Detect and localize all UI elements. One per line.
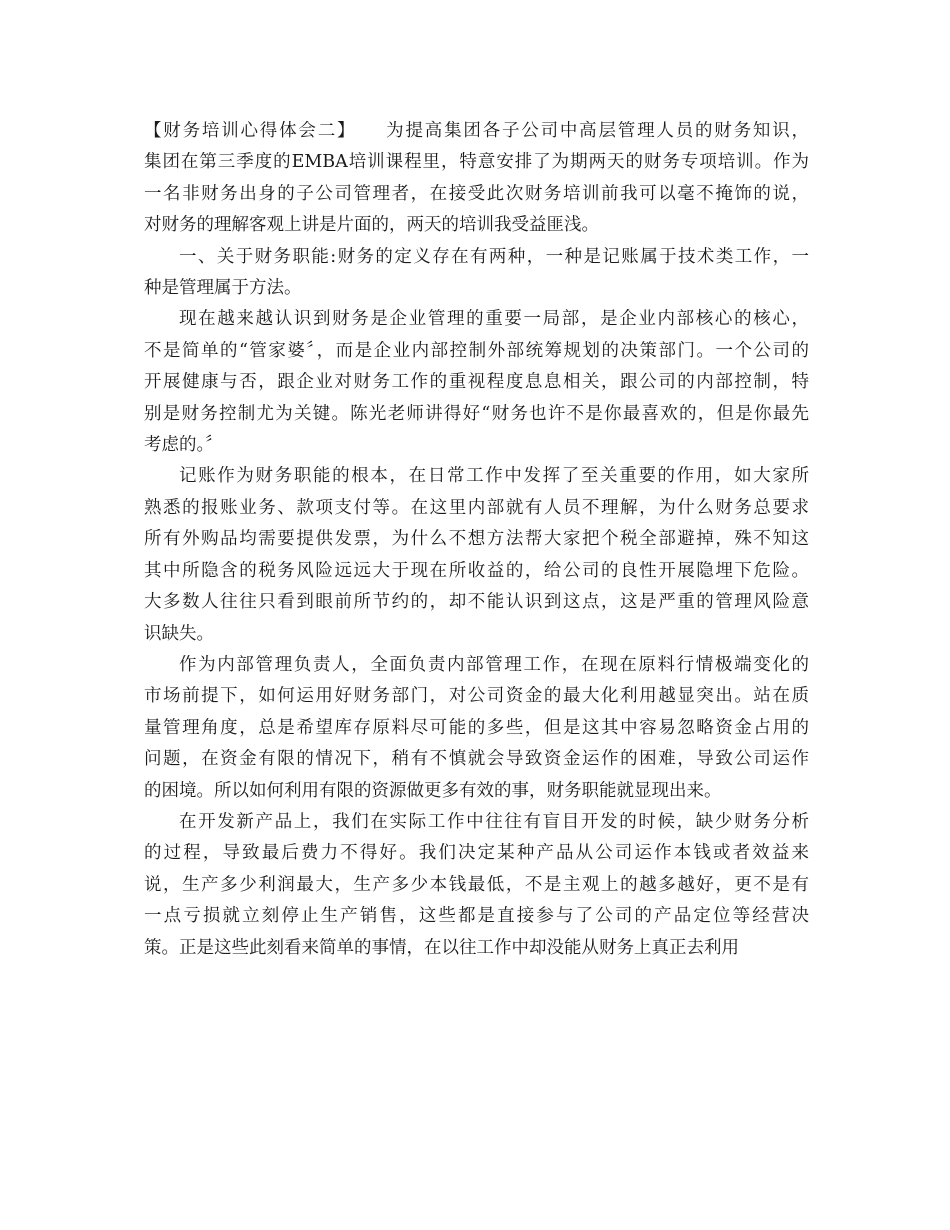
text-line: 集团在第三季度的EMBA培训课程里，特意安排了为期两天的财务专项培训。作为 [144, 152, 809, 173]
paragraph-finance-importance [144, 304, 809, 461]
text-line: 对财务的理解客观上讲是片面的，两天的培训我受益匪浅。 [144, 215, 599, 236]
text-line: 一点亏损就立刻停止生产销售，这些都是直接参与了公司的产品定位等经营决 [144, 906, 809, 927]
text-line: 别是财务控制尤为关键。陈光老师讲得好“财务也许不是你最喜欢的，但是你最先 [144, 403, 809, 424]
text-line: 量管理角度，总是希望库存原料尽可能的多些，但是这其中容易忽略资金占用的 [144, 717, 809, 738]
paragraph-intro [144, 116, 809, 242]
text-line: 说，生产多少利润最大，生产多少本钱最低，不是主观上的越多越好，更不是有 [144, 874, 809, 895]
text-line: 种是管理属于方法。 [144, 278, 302, 299]
text-line: 的过程，导致最后费力不得好。我们决定某种产品从公司运作本钱或者效益来 [144, 843, 809, 864]
text-line: 作为内部管理负责人，全面负责内部管理工作，在现在原料行情极端变化的 [179, 654, 809, 675]
text-line: 在开发新产品上，我们在实际工作中往往有盲目开发的时候，缺少财务分析 [179, 811, 809, 832]
text-line: 问题，在资金有限的情况下，稍有不慎就会导致资金运作的困难，导致公司运作 [144, 749, 809, 770]
text-line: 市场前提下，如何运用好财务部门，对公司资金的最大化利用越显突出。站在质 [144, 686, 809, 707]
text-line: 【财务培训心得体会二】 为提高集团各子公司中高层管理人员的财务知识， [144, 121, 809, 141]
text-line: 考虑的。〞 [144, 435, 223, 456]
document-body [144, 116, 809, 964]
text-line: 大多数人往往只看到眼前所节约的，却不能认识到这点，这是严重的管理风险意 [144, 592, 809, 613]
text-line: 一名非财务出身的子公司管理者，在接受此次财务培训前我可以毫不掩饰的说， [144, 183, 809, 204]
text-line: 一、关于财务职能:财务的定义存在有两种，一种是记账属于技术类工作，一 [179, 246, 809, 267]
paragraph-bookkeeping [144, 461, 809, 649]
text-line: 熟悉的报账业务、款项支付等。在这里内部就有人员不理解，为什么财务总要求 [144, 497, 809, 518]
text-line: 开展健康与否，跟企业对财务工作的重视程度息息相关，跟公司的内部控制，特 [144, 372, 809, 393]
paragraph-internal-management [144, 650, 809, 807]
text-line: 现在越来越认识到财务是企业管理的重要一局部，是企业内部核心的核心， [179, 309, 809, 330]
text-line: 所有外购品均需要提供发票，为什么不想方法帮大家把个税全部避掉，殊不知这 [144, 529, 809, 550]
text-line: 记账作为财务职能的根本，在日常工作中发挥了至关重要的作用，如大家所 [179, 466, 809, 487]
text-line: 策。正是这些此刻看来简单的事情，在以往工作中却没能从财务上真正去利用 [144, 937, 739, 958]
text-line: 其中所隐含的税务风险远远大于现在所收益的，给公司的良性开展隐埋下危险。 [144, 560, 809, 581]
text-line: 识缺失。 [144, 623, 214, 644]
text-line: 的困境。所以如何利用有限的资源做更多有效的事，财务职能就显现出来。 [144, 780, 722, 801]
paragraph-new-product [144, 807, 809, 964]
text-line: 不是简单的“管家婆〞，而是企业内部控制外部统筹规划的决策部门。一个公司的 [144, 340, 809, 361]
paragraph-financial-function [144, 242, 809, 305]
